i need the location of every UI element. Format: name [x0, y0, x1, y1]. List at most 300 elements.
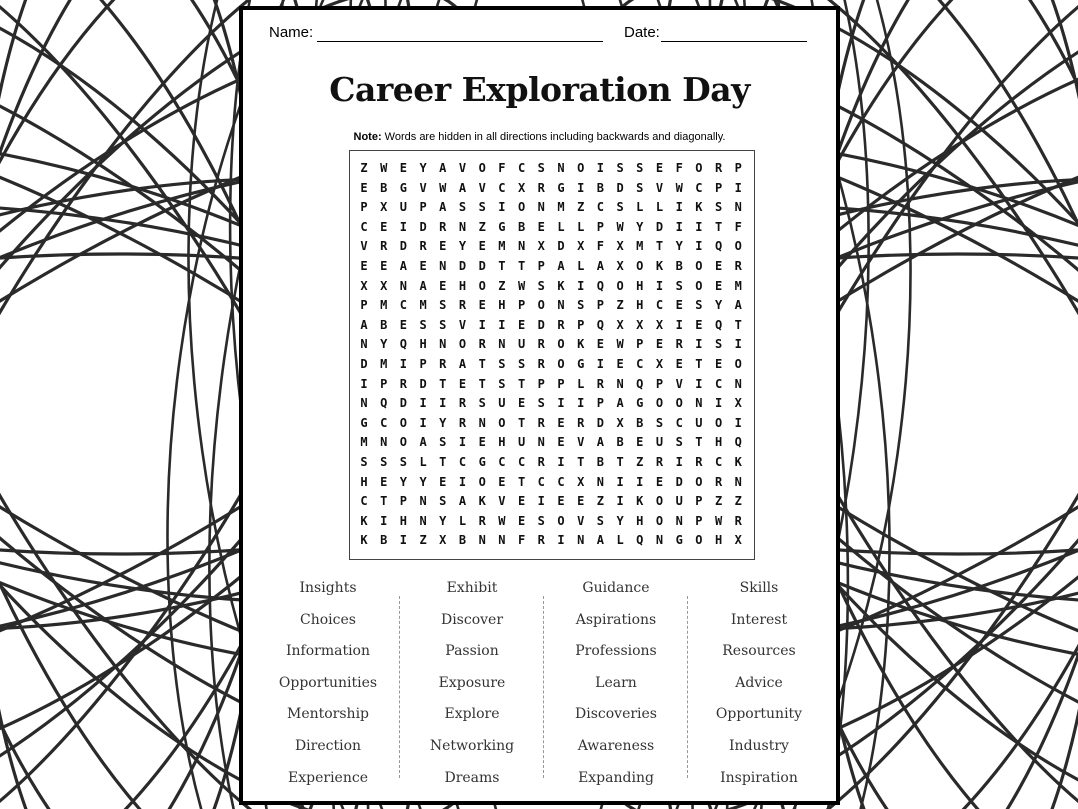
grid-letter[interactable]: O: [714, 415, 723, 430]
grid-letter[interactable]: N: [439, 337, 447, 352]
grid-letter[interactable]: B: [380, 533, 388, 548]
grid-letter[interactable]: T: [380, 494, 388, 509]
grid-letter[interactable]: X: [636, 317, 644, 332]
word-search-grid[interactable]: [349, 150, 755, 560]
grid-letter[interactable]: T: [517, 415, 526, 430]
grid-letter[interactable]: I: [596, 357, 604, 371]
grid-letter[interactable]: K: [577, 337, 585, 352]
grid-letter[interactable]: N: [419, 494, 427, 509]
grid-letter[interactable]: S: [439, 435, 447, 450]
grid-letter[interactable]: O: [695, 161, 703, 175]
grid-letter[interactable]: O: [478, 278, 486, 293]
grid-letter[interactable]: E: [439, 474, 447, 489]
grid-letter[interactable]: E: [714, 357, 723, 371]
grid-letter[interactable]: O: [478, 161, 486, 175]
grid-letter[interactable]: L: [636, 200, 644, 215]
grid-letter[interactable]: N: [557, 161, 565, 175]
grid-letter[interactable]: B: [675, 259, 683, 273]
grid-letter[interactable]: B: [616, 435, 624, 450]
grid-letter[interactable]: O: [399, 435, 407, 450]
grid-letter[interactable]: D: [478, 259, 486, 273]
grid-letter[interactable]: L: [557, 219, 565, 234]
grid-letter[interactable]: E: [517, 513, 526, 528]
grid-letter[interactable]: P: [537, 259, 545, 273]
grid-letter[interactable]: X: [616, 317, 624, 332]
grid-letter[interactable]: C: [714, 455, 723, 469]
grid-letter[interactable]: W: [714, 513, 723, 528]
grid-letter[interactable]: W: [380, 161, 388, 175]
grid-letter[interactable]: L: [458, 513, 467, 528]
grid-letter[interactable]: O: [537, 298, 545, 313]
grid-letter[interactable]: H: [419, 337, 427, 352]
grid-letter[interactable]: R: [675, 337, 683, 352]
grid-letter[interactable]: C: [596, 200, 604, 215]
grid-letter[interactable]: P: [596, 298, 604, 313]
grid-letter[interactable]: C: [498, 455, 506, 469]
grid-letter[interactable]: S: [439, 494, 447, 509]
grid-letter[interactable]: A: [596, 435, 604, 450]
grid-letter[interactable]: P: [419, 357, 427, 371]
grid-letter[interactable]: O: [675, 396, 683, 411]
grid-letter[interactable]: N: [380, 435, 388, 450]
grid-letter[interactable]: I: [734, 415, 742, 430]
grid-letter[interactable]: N: [557, 298, 565, 313]
grid-letter[interactable]: N: [360, 396, 368, 411]
grid-letter[interactable]: A: [458, 180, 467, 195]
grid-letter[interactable]: X: [380, 278, 388, 293]
grid-letter[interactable]: M: [419, 298, 427, 313]
grid-letter[interactable]: P: [596, 219, 604, 234]
grid-letter[interactable]: E: [439, 278, 447, 293]
grid-letter[interactable]: H: [636, 513, 644, 528]
grid-letter[interactable]: C: [557, 474, 565, 489]
grid-letter[interactable]: N: [734, 376, 742, 391]
grid-letter[interactable]: S: [498, 357, 506, 371]
grid-letter[interactable]: D: [419, 219, 427, 234]
grid-letter[interactable]: I: [399, 533, 407, 548]
grid-letter[interactable]: Z: [577, 200, 585, 215]
grid-letter[interactable]: E: [360, 259, 368, 273]
grid-letter[interactable]: T: [517, 474, 526, 489]
grid-letter[interactable]: K: [734, 455, 742, 469]
grid-letter[interactable]: B: [596, 180, 604, 195]
grid-letter[interactable]: I: [557, 455, 565, 469]
grid-letter[interactable]: R: [714, 474, 723, 489]
grid-letter[interactable]: U: [517, 337, 526, 352]
grid-letter[interactable]: A: [596, 533, 604, 548]
grid-letter[interactable]: M: [557, 200, 565, 215]
grid-letter[interactable]: Y: [675, 239, 683, 254]
grid-letter[interactable]: R: [439, 219, 447, 234]
grid-letter[interactable]: P: [655, 376, 664, 391]
grid-letter[interactable]: B: [517, 219, 526, 234]
grid-letter[interactable]: E: [616, 357, 624, 371]
grid-letter[interactable]: G: [498, 219, 506, 234]
grid-letter[interactable]: S: [360, 455, 368, 469]
grid-letter[interactable]: H: [636, 278, 644, 293]
grid-letter[interactable]: X: [655, 357, 664, 371]
grid-letter[interactable]: A: [458, 357, 467, 371]
grid-letter[interactable]: D: [399, 396, 407, 411]
grid-letter[interactable]: E: [478, 239, 486, 254]
grid-letter[interactable]: S: [577, 298, 585, 313]
grid-letter[interactable]: A: [616, 396, 624, 411]
grid-letter[interactable]: R: [537, 180, 545, 195]
grid-letter[interactable]: L: [577, 219, 585, 234]
grid-letter[interactable]: C: [498, 180, 506, 195]
grid-letter[interactable]: C: [380, 415, 388, 430]
grid-letter[interactable]: R: [577, 415, 585, 430]
grid-letter[interactable]: E: [498, 474, 506, 489]
grid-letter[interactable]: I: [439, 396, 447, 411]
grid-letter[interactable]: U: [498, 396, 506, 411]
grid-letter[interactable]: O: [478, 474, 486, 489]
grid-letter[interactable]: E: [596, 337, 604, 352]
grid-letter[interactable]: W: [517, 278, 526, 293]
grid-letter[interactable]: M: [380, 357, 388, 371]
grid-letter[interactable]: X: [616, 239, 624, 254]
grid-letter[interactable]: B: [596, 455, 604, 469]
grid-letter[interactable]: R: [399, 376, 407, 391]
grid-letter[interactable]: S: [675, 435, 683, 450]
grid-letter[interactable]: Z: [478, 219, 486, 234]
grid-letter[interactable]: O: [695, 533, 703, 548]
grid-letter[interactable]: S: [458, 200, 467, 215]
grid-letter[interactable]: C: [695, 180, 703, 195]
grid-letter[interactable]: O: [577, 161, 585, 175]
grid-letter[interactable]: I: [636, 474, 644, 489]
grid-letter[interactable]: U: [517, 435, 526, 450]
grid-letter[interactable]: O: [734, 239, 742, 254]
grid-letter[interactable]: I: [577, 180, 585, 195]
grid-letter[interactable]: S: [517, 357, 526, 371]
grid-letter[interactable]: E: [380, 474, 388, 489]
grid-letter[interactable]: R: [557, 317, 565, 332]
grid-letter[interactable]: P: [419, 200, 427, 215]
grid-letter[interactable]: P: [360, 200, 368, 215]
grid-letter[interactable]: Q: [596, 278, 604, 293]
grid-letter[interactable]: Q: [399, 337, 407, 352]
grid-letter[interactable]: M: [734, 278, 742, 293]
grid-letter[interactable]: G: [636, 396, 644, 411]
grid-letter[interactable]: S: [616, 200, 624, 215]
grid-letter[interactable]: A: [419, 435, 427, 450]
grid-letter[interactable]: R: [458, 415, 467, 430]
grid-letter[interactable]: O: [734, 357, 742, 371]
grid-letter[interactable]: M: [380, 298, 388, 313]
grid-letter[interactable]: V: [655, 180, 664, 195]
grid-letter[interactable]: E: [577, 494, 585, 509]
grid-letter[interactable]: D: [675, 474, 683, 489]
grid-letter[interactable]: I: [498, 200, 506, 215]
grid-letter[interactable]: E: [695, 317, 703, 332]
grid-letter[interactable]: E: [399, 317, 407, 332]
grid-letter[interactable]: W: [616, 337, 624, 352]
grid-letter[interactable]: N: [537, 200, 545, 215]
grid-letter[interactable]: S: [537, 161, 545, 175]
grid-letter[interactable]: P: [636, 337, 644, 352]
grid-letter[interactable]: N: [360, 337, 368, 352]
grid-letter[interactable]: F: [517, 533, 526, 548]
grid-letter[interactable]: T: [577, 455, 585, 469]
grid-letter[interactable]: H: [498, 435, 506, 450]
grid-letter[interactable]: E: [399, 161, 407, 175]
grid-letter[interactable]: I: [734, 337, 742, 352]
grid-letter[interactable]: A: [360, 317, 368, 332]
grid-letter[interactable]: P: [399, 494, 407, 509]
grid-letter[interactable]: I: [498, 317, 506, 332]
grid-letter[interactable]: E: [557, 494, 565, 509]
grid-letter[interactable]: M: [498, 239, 506, 254]
grid-letter[interactable]: O: [655, 494, 664, 509]
grid-letter[interactable]: Y: [714, 298, 723, 313]
grid-letter[interactable]: H: [360, 474, 368, 489]
grid-letter[interactable]: D: [537, 317, 545, 332]
grid-letter[interactable]: S: [498, 376, 506, 391]
grid-letter[interactable]: E: [714, 278, 723, 293]
grid-letter[interactable]: O: [458, 337, 467, 352]
grid-letter[interactable]: N: [655, 533, 664, 548]
grid-letter[interactable]: V: [577, 513, 585, 528]
grid-letter[interactable]: T: [695, 357, 703, 371]
grid-letter[interactable]: D: [655, 219, 664, 234]
grid-letter[interactable]: I: [458, 435, 467, 450]
grid-letter[interactable]: H: [636, 298, 644, 313]
grid-letter[interactable]: R: [478, 337, 486, 352]
grid-letter[interactable]: N: [695, 396, 703, 411]
grid-letter[interactable]: A: [734, 298, 742, 313]
grid-letter[interactable]: I: [695, 337, 703, 352]
grid-letter[interactable]: N: [478, 533, 486, 548]
grid-letter[interactable]: M: [360, 435, 368, 450]
grid-letter[interactable]: O: [557, 357, 565, 371]
grid-letter[interactable]: A: [439, 161, 447, 175]
grid-letter[interactable]: Y: [439, 415, 447, 430]
grid-letter[interactable]: X: [616, 259, 624, 273]
grid-letter[interactable]: H: [714, 533, 723, 548]
grid-letter[interactable]: E: [478, 298, 486, 313]
grid-letter[interactable]: A: [439, 200, 447, 215]
grid-letter[interactable]: A: [596, 259, 604, 273]
grid-letter[interactable]: S: [616, 161, 624, 175]
grid-letter[interactable]: U: [655, 435, 664, 450]
grid-letter[interactable]: Z: [419, 533, 427, 548]
grid-letter[interactable]: T: [734, 317, 742, 332]
grid-letter[interactable]: R: [695, 455, 703, 469]
grid-letter[interactable]: I: [399, 219, 407, 234]
grid-letter[interactable]: S: [675, 278, 683, 293]
grid-letter[interactable]: T: [439, 455, 447, 469]
grid-letter[interactable]: R: [596, 376, 604, 391]
grid-letter[interactable]: T: [517, 259, 526, 273]
grid-letter[interactable]: R: [655, 455, 664, 469]
grid-letter[interactable]: R: [419, 239, 427, 254]
grid-letter[interactable]: K: [360, 513, 368, 528]
grid-letter[interactable]: C: [517, 161, 526, 175]
grid-letter[interactable]: V: [478, 180, 486, 195]
grid-letter[interactable]: E: [419, 259, 427, 273]
grid-letter[interactable]: Q: [734, 435, 742, 450]
grid-letter[interactable]: O: [695, 259, 703, 273]
grid-letter[interactable]: S: [636, 180, 644, 195]
grid-letter[interactable]: S: [695, 298, 703, 313]
grid-letter[interactable]: I: [675, 200, 683, 215]
grid-letter[interactable]: C: [537, 474, 545, 489]
grid-letter[interactable]: D: [557, 239, 565, 254]
grid-letter[interactable]: X: [577, 239, 585, 254]
grid-letter[interactable]: O: [655, 513, 664, 528]
grid-letter[interactable]: V: [577, 435, 585, 450]
grid-letter[interactable]: C: [655, 298, 664, 313]
grid-letter[interactable]: I: [458, 474, 467, 489]
grid-letter[interactable]: V: [360, 239, 368, 254]
grid-letter[interactable]: N: [439, 259, 447, 273]
grid-letter[interactable]: N: [498, 533, 506, 548]
grid-letter[interactable]: X: [655, 317, 664, 332]
grid-letter[interactable]: S: [714, 337, 723, 352]
grid-letter[interactable]: K: [695, 200, 703, 215]
grid-letter[interactable]: N: [498, 337, 506, 352]
grid-letter[interactable]: K: [360, 533, 368, 548]
grid-letter[interactable]: Q: [714, 317, 723, 332]
grid-letter[interactable]: R: [734, 259, 742, 273]
grid-letter[interactable]: I: [655, 278, 664, 293]
grid-letter[interactable]: P: [577, 317, 585, 332]
grid-letter[interactable]: A: [458, 494, 467, 509]
grid-letter[interactable]: W: [675, 180, 683, 195]
grid-letter[interactable]: K: [478, 494, 486, 509]
grid-letter[interactable]: S: [537, 396, 545, 411]
grid-letter[interactable]: I: [616, 494, 624, 509]
grid-letter[interactable]: O: [695, 474, 703, 489]
grid-letter[interactable]: C: [517, 455, 526, 469]
grid-letter[interactable]: I: [675, 219, 683, 234]
grid-letter[interactable]: G: [557, 180, 565, 195]
grid-letter[interactable]: E: [380, 219, 388, 234]
grid-letter[interactable]: G: [675, 533, 683, 548]
grid-letter[interactable]: S: [478, 396, 486, 411]
grid-letter[interactable]: E: [675, 357, 683, 371]
grid-letter[interactable]: T: [616, 455, 624, 469]
grid-letter[interactable]: I: [419, 415, 427, 430]
grid-letter[interactable]: K: [655, 259, 664, 273]
grid-letter[interactable]: L: [616, 533, 624, 548]
grid-letter[interactable]: V: [458, 161, 467, 175]
grid-letter[interactable]: A: [557, 259, 565, 273]
grid-letter[interactable]: Y: [419, 474, 427, 489]
grid-letter[interactable]: L: [655, 200, 664, 215]
grid-letter[interactable]: C: [675, 415, 683, 430]
grid-letter[interactable]: N: [537, 435, 545, 450]
grid-letter[interactable]: I: [675, 455, 683, 469]
grid-letter[interactable]: U: [675, 494, 683, 509]
grid-letter[interactable]: M: [636, 239, 644, 254]
grid-letter[interactable]: G: [399, 180, 407, 195]
grid-letter[interactable]: O: [498, 415, 506, 430]
grid-letter[interactable]: V: [498, 494, 506, 509]
grid-letter[interactable]: K: [557, 278, 565, 293]
grid-letter[interactable]: B: [458, 533, 467, 548]
grid-letter[interactable]: Q: [596, 317, 604, 332]
grid-letter[interactable]: C: [714, 376, 723, 391]
grid-letter[interactable]: P: [695, 494, 703, 509]
grid-letter[interactable]: R: [537, 533, 545, 548]
grid-letter[interactable]: Z: [360, 161, 368, 175]
grid-letter[interactable]: Z: [636, 455, 644, 469]
grid-letter[interactable]: T: [695, 435, 703, 450]
grid-letter[interactable]: Y: [419, 161, 427, 175]
grid-letter[interactable]: E: [675, 298, 683, 313]
grid-letter[interactable]: I: [577, 396, 585, 411]
grid-letter[interactable]: E: [537, 219, 545, 234]
grid-letter[interactable]: L: [419, 455, 427, 469]
grid-letter[interactable]: T: [714, 219, 723, 234]
grid-letter[interactable]: I: [675, 317, 683, 332]
grid-letter[interactable]: X: [439, 533, 447, 548]
grid-letter[interactable]: X: [537, 239, 545, 254]
grid-letter[interactable]: T: [498, 259, 506, 273]
grid-letter[interactable]: Z: [596, 494, 604, 509]
grid-letter[interactable]: N: [419, 513, 427, 528]
grid-letter[interactable]: I: [577, 278, 585, 293]
grid-letter[interactable]: I: [596, 161, 604, 175]
grid-letter[interactable]: I: [695, 239, 703, 254]
grid-letter[interactable]: O: [399, 415, 407, 430]
grid-letter[interactable]: E: [517, 494, 526, 509]
grid-letter[interactable]: E: [517, 317, 526, 332]
grid-letter[interactable]: I: [695, 376, 703, 391]
grid-letter[interactable]: P: [734, 161, 742, 175]
grid-letter[interactable]: T: [655, 239, 664, 254]
grid-letter[interactable]: E: [478, 435, 486, 450]
grid-letter[interactable]: C: [360, 494, 368, 509]
grid-letter[interactable]: P: [557, 376, 565, 391]
grid-letter[interactable]: C: [636, 357, 644, 371]
grid-letter[interactable]: N: [616, 376, 624, 391]
grid-letter[interactable]: E: [655, 161, 664, 175]
grid-letter[interactable]: A: [399, 259, 407, 273]
grid-letter[interactable]: I: [360, 376, 368, 391]
grid-letter[interactable]: I: [399, 357, 407, 371]
grid-letter[interactable]: F: [498, 161, 506, 175]
grid-letter[interactable]: S: [714, 200, 723, 215]
grid-letter[interactable]: U: [695, 415, 703, 430]
grid-letter[interactable]: E: [557, 435, 565, 450]
grid-letter[interactable]: N: [675, 513, 683, 528]
grid-letter[interactable]: D: [399, 239, 407, 254]
grid-letter[interactable]: I: [537, 494, 545, 509]
grid-letter[interactable]: R: [478, 513, 486, 528]
grid-letter[interactable]: N: [734, 474, 742, 489]
grid-letter[interactable]: W: [616, 219, 624, 234]
grid-letter[interactable]: X: [577, 474, 585, 489]
grid-letter[interactable]: E: [360, 180, 368, 195]
grid-letter[interactable]: O: [655, 396, 664, 411]
grid-letter[interactable]: I: [557, 396, 565, 411]
grid-letter[interactable]: B: [380, 180, 388, 195]
grid-letter[interactable]: R: [537, 455, 545, 469]
grid-letter[interactable]: S: [439, 317, 447, 332]
grid-letter[interactable]: S: [537, 278, 545, 293]
date-blank-line[interactable]: [661, 41, 807, 42]
grid-letter[interactable]: T: [517, 376, 526, 391]
grid-letter[interactable]: H: [458, 278, 467, 293]
grid-letter[interactable]: E: [439, 239, 447, 254]
grid-letter[interactable]: D: [616, 180, 624, 195]
grid-letter[interactable]: C: [399, 298, 407, 313]
grid-letter[interactable]: S: [380, 455, 388, 469]
grid-letter[interactable]: Y: [616, 513, 624, 528]
